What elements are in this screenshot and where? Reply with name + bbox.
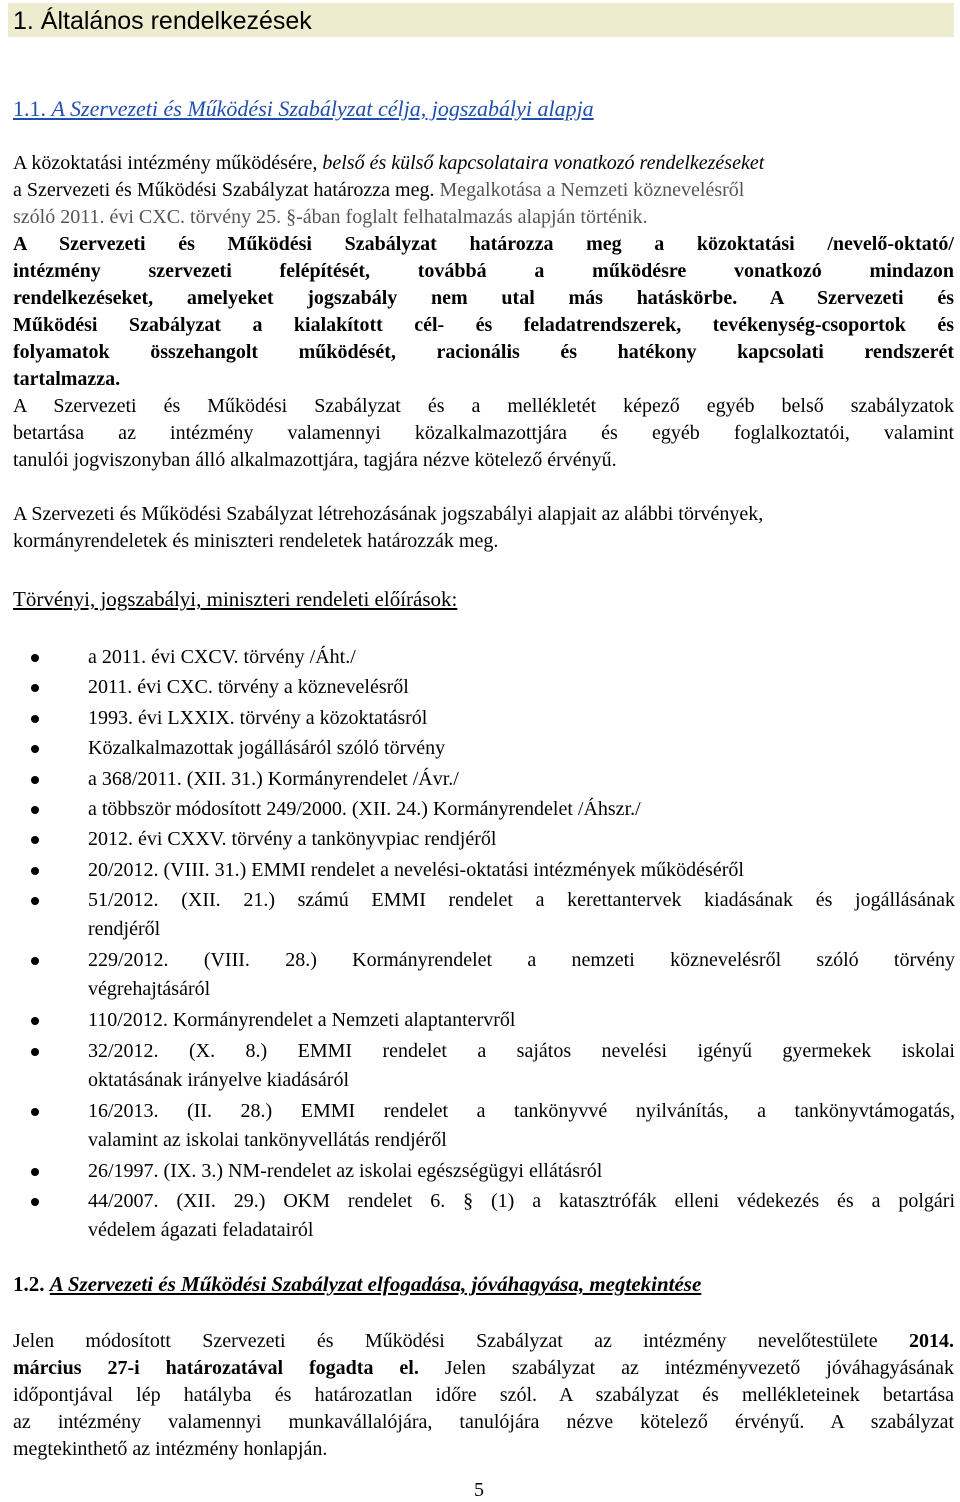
paragraph-2 — [13, 231, 954, 393]
bullet-icon — [31, 867, 39, 875]
p5-line-2-bold: március 27-i határozatával fogadta el. — [13, 1357, 419, 1379]
law-list-item — [88, 856, 955, 885]
law-line-1: 44/2007. (XII. 29.) OKM rendelet 6. § (1) a katasztrófák elleni védekezés és a polgári — [88, 1190, 955, 1212]
heading-1: 1. Általános rendelkezések — [13, 7, 312, 35]
bullet-icon — [31, 1108, 39, 1116]
law-line-1: a többször módosított 249/2000. (XII. 24.) Kormányrendelet /Áhszr./ — [88, 798, 641, 820]
p1-text-c: Megalkotása a Nemzeti köznevelésről — [439, 179, 745, 201]
p4-line-2: kormányrendeletek és miniszteri rendeletek határozzák meg. — [13, 530, 499, 552]
bullet-icon — [31, 654, 39, 662]
law-line-1: a 368/2011. (XII. 31.) Kormányrendelet /Ávr./ — [88, 767, 459, 790]
law-line-1: 51/2012. (XII. 21.) számú EMMI rendelet a kerettantervek kiadásának és jogállásának — [88, 889, 955, 912]
bullet-icon — [31, 836, 39, 844]
law-list-item — [88, 765, 955, 794]
bullet-icon — [31, 1198, 39, 1206]
bullet-icon — [31, 684, 39, 692]
bullet-icon — [31, 806, 39, 814]
p5-line-3: időpontjával lép hatályba és határozatlan időre szól. A szabályzat és mellékleteinek betartása — [13, 1384, 954, 1406]
bullet-icon — [31, 1048, 39, 1056]
law-line-2: oktatásának irányelve kiadásáról — [88, 1068, 349, 1091]
law-list-item — [88, 795, 955, 824]
law-list-item — [88, 704, 955, 733]
law-line-1: 32/2012. (X. 8.) EMMI rendelet a sajátos nevelési igényű gyermekek iskolai — [88, 1039, 955, 1062]
section-1-2-title: A Szervezeti és Működési Szabályzat elfogadása, jóváhagyása, megtekintése — [49, 1272, 702, 1296]
law-line-1: a 2011. évi CXCV. törvény /Áht./ — [88, 646, 356, 668]
p2-line-6: tartalmazza. — [13, 368, 121, 390]
paragraph-4 — [13, 501, 954, 555]
law-line-2: rendjéről — [88, 918, 161, 941]
p5-line-1-bold: 2014. — [909, 1330, 954, 1352]
law-line-1: 2012. évi CXXV. törvény a tankönyvpiac rendjéről — [88, 828, 497, 851]
p4-line-1: A Szervezeti és Működési Szabályzat létrehozásának jogszabályi alapjait az alábbi törvények, — [13, 503, 764, 525]
law-list-item — [88, 886, 955, 944]
p3-line-1: A Szervezeti és Működési Szabályzat és a mellékletét képező egyéb belső szabályzatok — [13, 395, 954, 417]
paragraph-1 — [13, 150, 954, 231]
p3-line-2: betartása az intézmény valamennyi közalkalmazottjára és egyéb foglalkoztatói, valamint — [13, 422, 954, 444]
p5-line-2-text: Jelen szabályzat az intézményvezető jóváhagyásának — [418, 1357, 954, 1379]
p1-text-b: a Szervezeti és Működési Szabályzat határozza meg. — [13, 179, 435, 201]
law-line-2: végrehajtásáról — [88, 978, 211, 1001]
bullet-icon — [31, 715, 39, 723]
section-1-2-heading — [13, 1270, 701, 1298]
p5-line-5: megtekinthető az intézmény honlapján. — [13, 1438, 328, 1460]
p1-text-a: A közoktatási intézmény működésére, — [13, 152, 323, 174]
law-list-item — [88, 1006, 955, 1035]
law-line-1: Közalkalmazottak jogállásáról szóló törvény — [88, 737, 446, 760]
law-line-1: 2011. évi CXC. törvény a köznevelésről — [88, 676, 409, 699]
bullet-icon — [31, 776, 39, 784]
law-line-1: 110/2012. Kormányrendelet a Nemzeti alaptantervről — [88, 1009, 516, 1032]
p2-line-1: A Szervezeti és Működési Szabályzat határozza meg a közoktatási /nevelő-oktató/ — [13, 233, 954, 255]
section-1-1-title: A Szervezeti és Működési Szabályzat célja, jogszabályi alapja — [51, 96, 594, 121]
law-line-1: 20/2012. (VIII. 31.) EMMI rendelet a nevelési-oktatási intézmények működéséről — [88, 858, 744, 881]
law-list-item — [88, 643, 955, 672]
p2-line-2: intézmény szervezeti felépítését, továbbá a működésre vonatkozó mindazon — [13, 260, 954, 282]
law-list-item — [88, 1037, 955, 1095]
law-line-1: 229/2012. (VIII. 28.) Kormányrendelet a nemzeti köznevelésről szóló törvény — [88, 949, 955, 972]
p2-line-3: rendelkezéseket, amelyeket jogszabály nem utal más hatáskörbe. A Szervezeti és — [13, 287, 954, 309]
page-number: 5 — [474, 1479, 484, 1501]
p1-text-italic: belső és külső kapcsolataira vonatkozó rendelkezéseket — [322, 152, 765, 174]
p5-line-1-text: Jelen módosított Szervezeti és Működési Szabályzat az intézmény nevelőtestülete — [13, 1330, 909, 1352]
bullet-icon — [31, 1168, 39, 1176]
law-line-2: valamint az iskolai tankönyvellátás rendjéről — [88, 1128, 447, 1151]
p3-line-3: tanulói jogviszonyban álló alkalmazottjára, tagjára nézve kötelező érvényű. — [13, 449, 617, 471]
law-list-item — [88, 734, 955, 763]
p1-text-d: szóló 2011. évi CXC. törvény 25. §-ában foglalt felhatalmazás alapján történik. — [13, 206, 648, 228]
law-line-1: 16/2013. (II. 28.) EMMI rendelet a tankönyvvé nyilvánítás, a tankönyvtámogatás, — [88, 1099, 955, 1122]
law-line-1: 1993. évi LXXIX. törvény a közoktatásról — [88, 706, 428, 729]
p5-line-4: az intézmény valamennyi munkavállalójára, tanulójára nézve kötelező érvényű. A szabályzat — [13, 1411, 954, 1433]
bullet-icon — [31, 745, 39, 753]
section-1-1-heading — [13, 94, 594, 124]
law-list-item — [88, 1157, 955, 1186]
law-list-item — [88, 673, 955, 702]
law-list-item — [88, 946, 955, 1004]
p2-line-5: folyamatok összehangolt működését, racionális és hatékony kapcsolati rendszerét — [13, 341, 954, 363]
bullet-icon — [31, 897, 39, 905]
law-line-1: 26/1997. (IX. 3.) NM-rendelet az iskolai egészségügyi ellátásról — [88, 1159, 603, 1182]
bullet-icon — [31, 1017, 39, 1025]
law-list-item — [88, 1187, 955, 1245]
bullet-icon — [31, 957, 39, 965]
p2-line-4: Működési Szabályzat a kialakított cél- és feladatrendszerek, tevékenység-csoportok és — [13, 314, 954, 336]
laws-heading: Törvényi, jogszabályi, miniszteri rendeleti előírások: — [13, 587, 458, 611]
paragraph-5 — [13, 1328, 954, 1463]
section-1-2-number: 1.2. — [13, 1272, 45, 1296]
paragraph-3 — [13, 393, 954, 474]
section-1-1-number: 1.1. — [13, 96, 46, 121]
law-list-item — [88, 1097, 955, 1155]
law-list-item — [88, 825, 955, 854]
law-line-2: védelem ágazati feladatairól — [88, 1219, 314, 1241]
